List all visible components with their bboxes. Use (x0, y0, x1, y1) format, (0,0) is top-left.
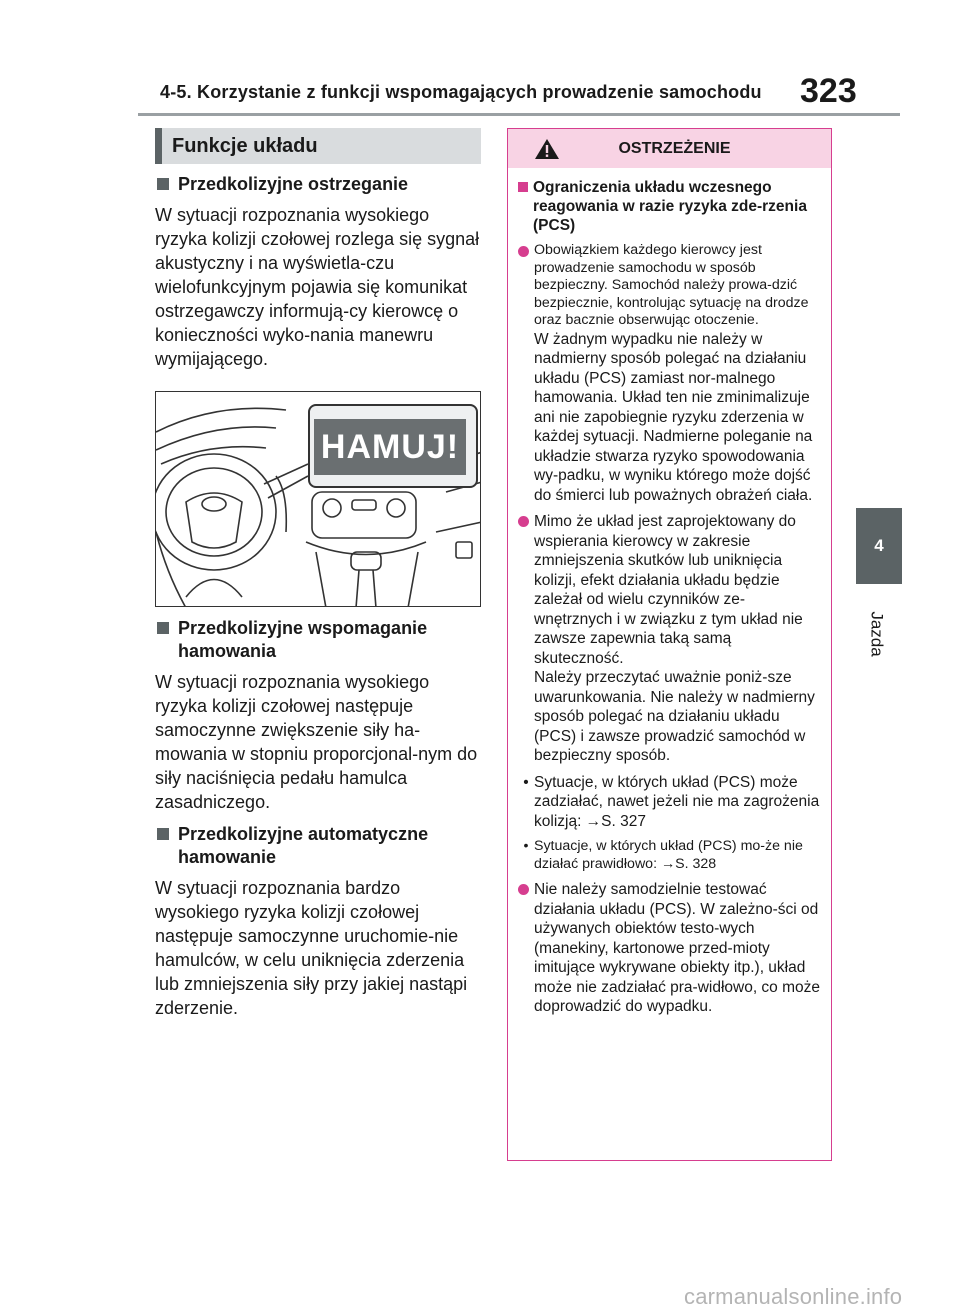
warning-title: OSTRZEŻENIE (618, 139, 731, 157)
square-bullet-icon (157, 828, 169, 840)
paragraph: W sytuacji rozpoznania wysokiego ryzyka kolizji czołowej następuje samoczynne zwiększenie siły ha-mowania w stopniu proporcjonal-nym do siły naciśnięcia pedału hamulca zasadniczego. (155, 672, 478, 812)
warning-item-text: Obowiązkiem każdego kierowcy jest prowadzenie samochodu w sposób bezpieczny. Samochód należy prowa-dzić bezpiecznie, kontrolując sytuację na drodze oraz bacznie obserwując otoczenie. (534, 242, 809, 328)
left-column (155, 128, 481, 1020)
round-bullet-icon (518, 246, 529, 257)
header-rule (138, 113, 900, 116)
watermark: carmanualsonline.info (684, 1284, 903, 1309)
warning-item-continuation: W żadnym wypadku nie należy w nadmierny sposób polegać na działaniu układu (PCS) zamiast nor-malnego hamowania. Układ ten nie zminimalizuje ani nie zapobiegnie ryzyku zderzenia w każdej sytuacji. Nadmierne poleganie na układzie stwarza ryzyko spowodowania wy-padku, w wyniku którego może dojść do śmierci lub poważnych obrażeń ciała. (534, 330, 813, 504)
warning-bullet-text: Sytuacje, w których układ (PCS) mo-że nie działać prawidłowo: →S. 328 (534, 838, 803, 872)
warning-item (518, 512, 823, 668)
paragraph: W sytuacji rozpoznania bardzo wysokiego ryzyka kolizji czołowej następuje samoczynne uruchomie-nie hamulców, w celu uniknięcia zderzenia lub zmniejszenia siły przy jakiej nastąpi zderzenie. (155, 878, 468, 1018)
paragraph: W sytuacji rozpoznania wysokiego ryzyka kolizji czołowej rozlega się sygnał akustyczny i na wyświetla-czu wielofunkcyjnym pojawia się komunikat ostrzegawczy informują-cy kierowcę o konieczności wyko-nania manewru wymijającego. (155, 205, 480, 369)
subheading-text: Przedkolizyjne automatyczne hamowanie (178, 824, 429, 867)
round-bullet-icon (518, 884, 529, 895)
subheading-warning (155, 173, 481, 196)
warning-header (508, 129, 831, 168)
warning-item-text: Mimo że układ jest zaprojektowany do wspierania kierowcy w zakresie zmniejszenia skutków lub uniknięcia kolizji, efekt działania układu będzie zależał od wielu czynników ze-wnętrznych i w związku z tym układ nie zawsze zapewnia taką samą skuteczność. (534, 513, 803, 667)
square-bullet-icon (157, 178, 169, 190)
warning-triangle-icon (534, 138, 560, 160)
section-heading (155, 128, 481, 164)
square-bullet-icon (518, 182, 528, 192)
subheading-text: Przedkolizyjne wspomaganie hamowania (178, 618, 428, 661)
round-bullet-icon (518, 516, 529, 527)
warning-box (507, 128, 832, 1161)
brake-warning-display: HAMUJ! (314, 419, 466, 475)
warning-item-continuation: Należy przeczytać uważnie poniż-sze uwarunkowania. Nie należy w nadmierny sposób polegać na działaniu układu (PCS) i zawsze prowadzić samochód w bezpieczny sposób. (534, 669, 815, 764)
subheading-brake-assist (155, 617, 481, 663)
page-number: 323 (800, 72, 857, 110)
warning-bullet (518, 773, 823, 832)
warning-item (518, 242, 823, 330)
warning-bullet-text: Sytuacje, w których układ (PCS) może zadziałać, nawet jeżeli nie ma zagrożenia kolizją: →S. 327 (534, 773, 820, 830)
warning-bullet (518, 838, 823, 873)
warning-subheading (518, 178, 823, 235)
small-bullet-icon: • (523, 838, 529, 854)
dashboard-illustration (155, 391, 481, 607)
subheading-text: Przedkolizyjne ostrzeganie (178, 174, 409, 194)
warning-item-text: Nie należy samodzielnie testować działania układu (PCS). W zależno-ści od używanych obiektów testo-wych (manekiny, kartonowe przed-mioty imitujące wykrywane obiekty itp.), układ może nie zadziałać pra-widłowo, co może doprowadzić do wypadku. (534, 881, 821, 1015)
warning-subheading-text: Ograniczenia układu wczesnego reagowania w razie ryzyka zde-rzenia (PCS) (533, 179, 807, 234)
subheading-auto-brake (155, 823, 481, 869)
small-bullet-icon: • (523, 773, 529, 791)
square-bullet-icon (157, 622, 169, 634)
warning-item (518, 880, 823, 1017)
chapter-label (862, 594, 892, 674)
page-header-title: 4-5. Korzystanie z funkcji wspomagających prowadzenie samochodu (160, 82, 762, 102)
warning-body (508, 168, 831, 1017)
chapter-label-text: Jazda (868, 611, 887, 657)
chapter-tab: 4 (856, 508, 902, 584)
section-title: Funkcje układu (172, 134, 318, 157)
